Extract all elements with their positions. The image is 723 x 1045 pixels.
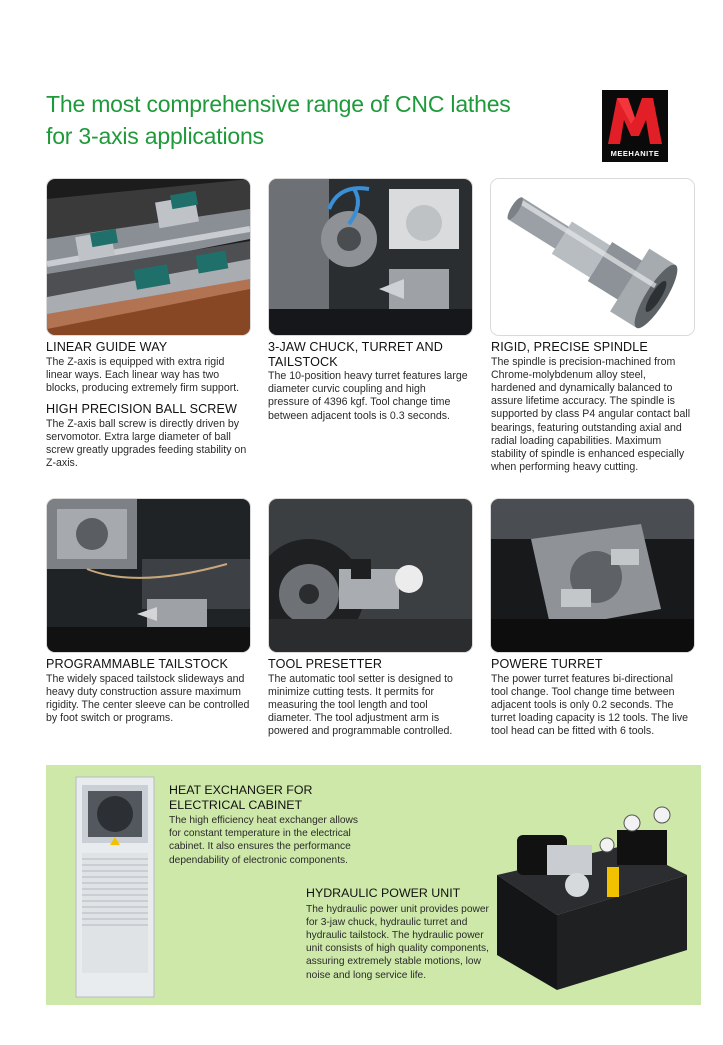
heat-exchanger-title-line-2: ELECTRICAL CABINET [169,797,303,812]
caption-column-3-row-1 [491,340,691,481]
hydraulic-caption [306,886,500,982]
heat-exchanger-title-line-1: HEAT EXCHANGER FOR [169,783,313,797]
logo-text: MEEHANITE [610,149,660,158]
chuck-text: The 10-position heavy turret features large diameter curvic coupling and high pressure of 4396 kgf. Tool change time between adjacent tools is 0.3 seconds. [268,370,468,422]
ball-screw-title: HIGH PRECISION BALL SCREW [46,402,237,417]
headline-line-2: for 3-axis applications [46,123,264,149]
tailstock-photo [46,498,251,653]
heat-exchanger-title [169,783,369,812]
tool-presetter-photo [268,498,473,653]
heat-exchanger-text: The high efficiency heat exchanger allows for constant temperature in the electrical cabinet. It also ensures the performance dependability of electronic components. [169,815,358,866]
page-headline [46,88,586,152]
linear-guide-photo [46,178,251,336]
hydraulic-title: HYDRAULIC POWER UNIT [306,886,461,900]
meehanite-logo [602,90,668,162]
spindle-title: RIGID, PRECISE SPINDLE [491,340,648,354]
headline-line-1: The most comprehensive range of CNC lathes [46,91,511,117]
caption-column-3-row-2 [491,657,691,746]
hydraulic-unit-image [487,805,697,995]
chuck-turret-photo [268,178,473,336]
caption-column-1-row-2 [46,657,251,732]
meehanite-m-mark [606,94,664,146]
ball-screw-text: The Z-axis ball screw is directly driven by servomotor. Extra large diameter of ball screw greatly upgrades feeding stability on Z-axis. [46,417,247,470]
power-turret-photo [490,498,695,653]
hydraulic-text: The hydraulic power unit provides power for 3-jaw chuck, hydraulic turret and hydraulic tailstock. The hydraulic power unit consists of high quality components, assuring extremely stable motions, low noise and long service life. [306,903,489,981]
linear-guide-title: LINEAR GUIDE WAY [46,340,168,354]
caption-column-2-row-1 [268,340,468,430]
caption-column-2-row-2 [268,657,468,746]
heat-exchanger-image [70,775,160,999]
heat-exchanger-caption [169,783,369,867]
tailstock-text: The widely spaced tailstock slideways and heavy duty construction assure maximum rigidity. The center sleeve can be controlled by foot switch or programs. [46,672,250,725]
chuck-title: 3-JAW CHUCK, TURRET AND TAILSTOCK [268,340,443,369]
caption-column-1-row-1 [46,340,251,477]
spindle-photo [490,178,695,336]
linear-guide-text: The Z-axis is equipped with extra rigid linear ways. Each linear way has two blocks, producing extremely firm support. [46,355,240,394]
tailstock-title: PROGRAMMABLE TAILSTOCK [46,657,229,671]
presetter-title: TOOL PRESETTER [268,657,383,671]
turret-title: POWERE TURRET [491,657,603,671]
turret-text: The power turret features bi-directional tool change. Tool change time between adjacent tools is only 0.2 seconds. The turret loading capacity is 12 tools. The live tool head can be fitted with 6 tools. [491,672,689,738]
presetter-text: The automatic tool setter is designed to minimize cutting tests. It permits for measuring the tool length and tool diameter. The tool adjustment arm is powered and programmable controlled. [268,672,453,738]
accessories-panel [46,765,701,1005]
spindle-text: The spindle is precision-machined from Chrome-molybdenum alloy steel, hardened and dynamically balanced to assure lifetime accuracy. The spindle is supported by class P4 angular contact ball bearings, featuring outstanding axial and radial loading capabilities. Maximum stability of spindle is enhanced especially when performing heavy cutting. [491,355,691,474]
